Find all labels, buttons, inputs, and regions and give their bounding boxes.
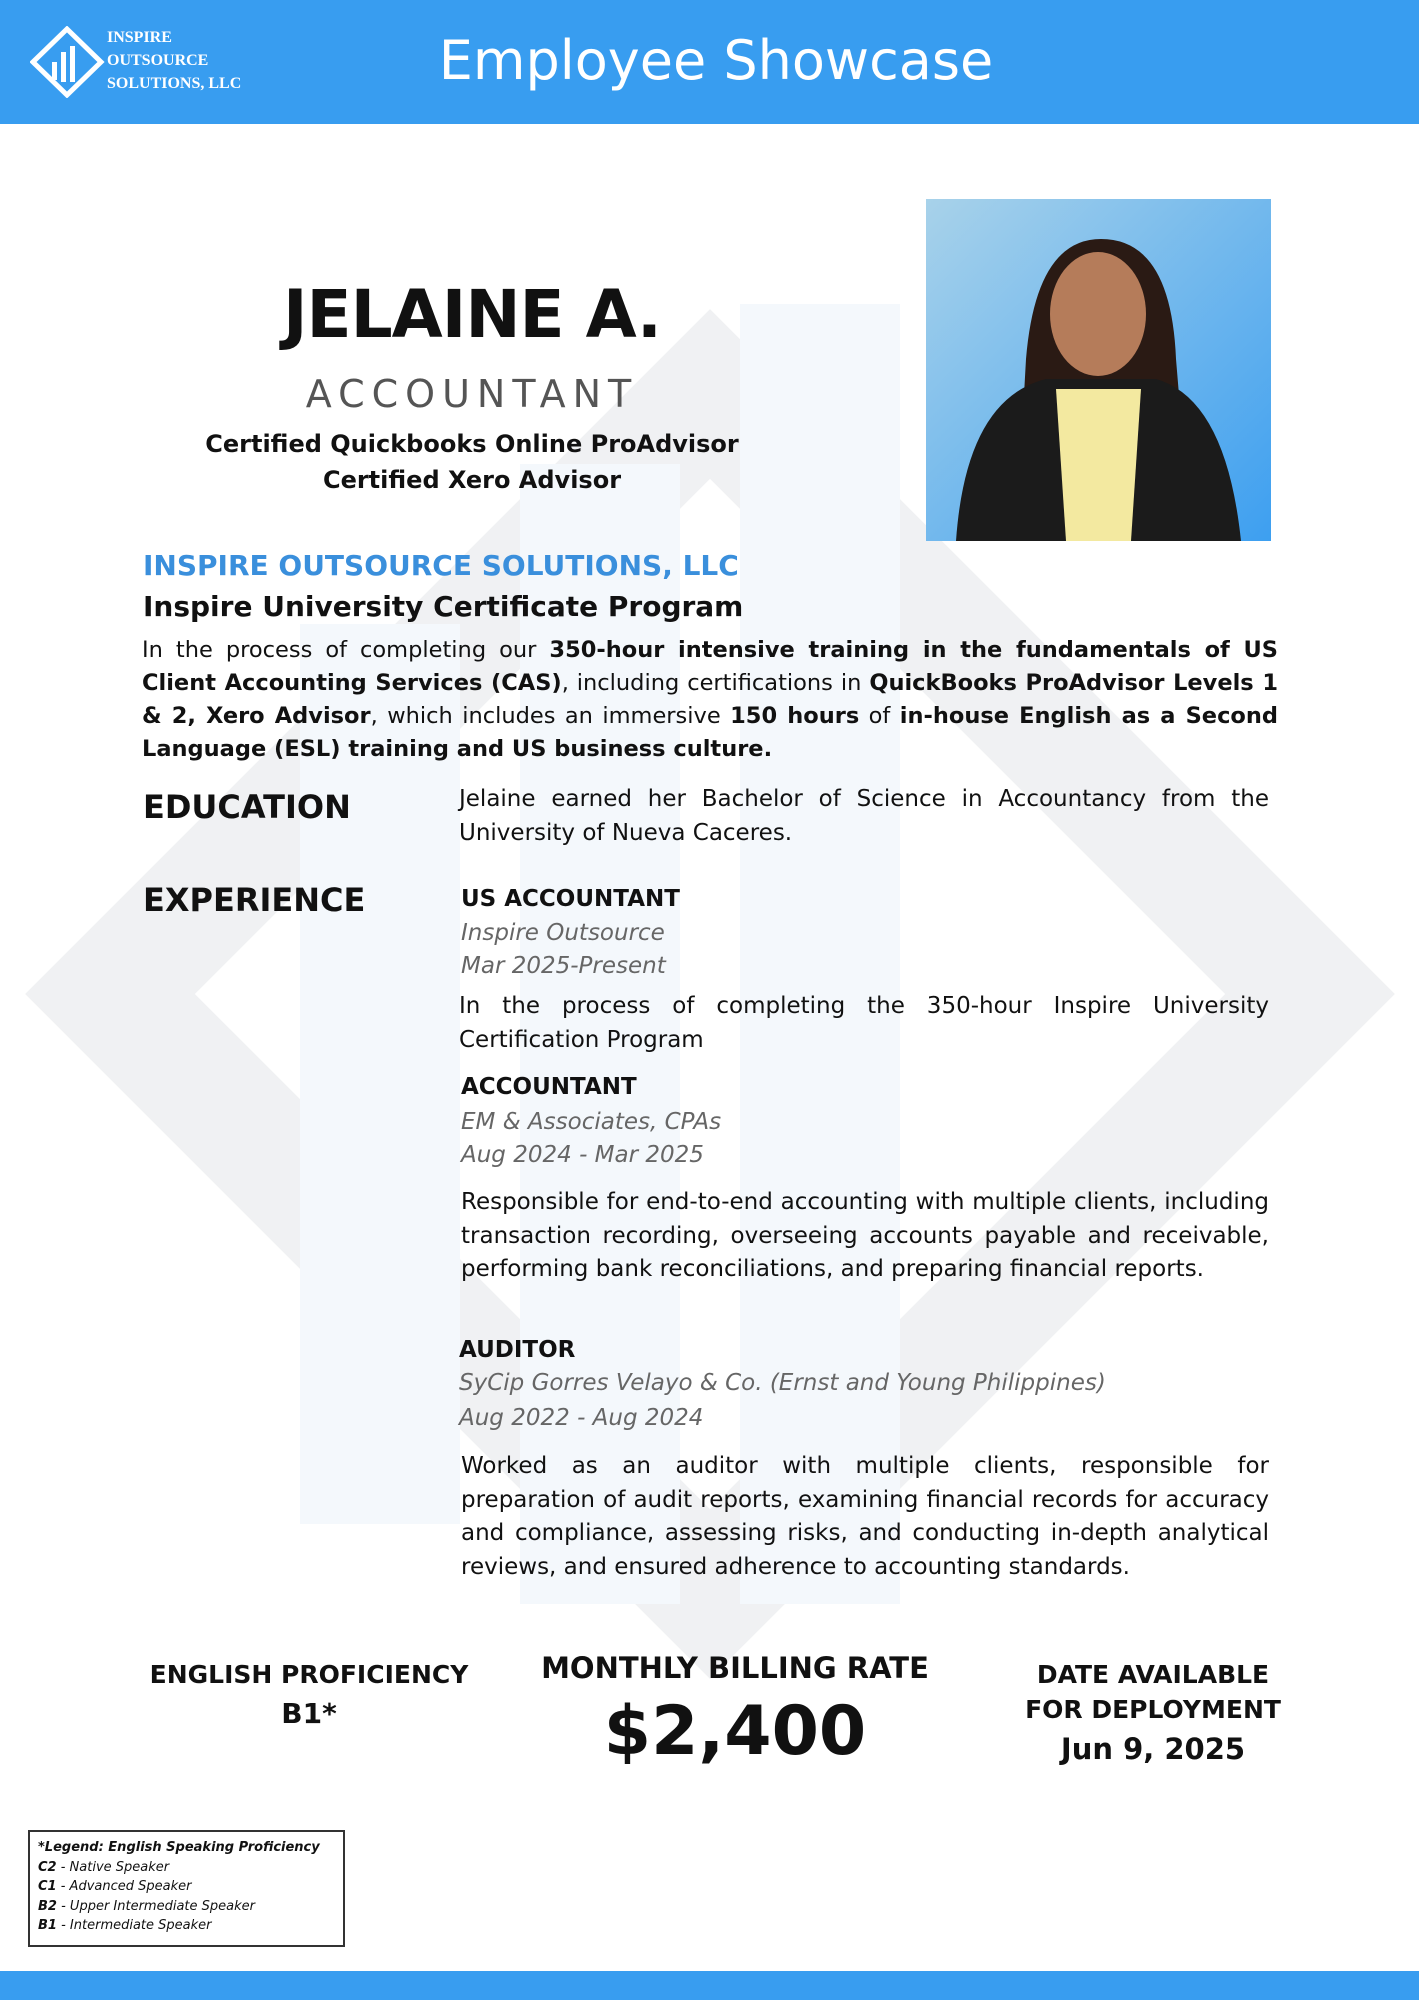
header-bar bbox=[0, 0, 1419, 124]
description-segment: , including certifications in bbox=[561, 670, 870, 696]
availability-label: FOR DEPLOYMENT bbox=[1025, 1695, 1281, 1724]
job-description: Worked as an auditor with multiple clients, responsible for preparation of audit reports, examining financial records for accuracy and compliance, assessing risks, and conducting in-depth analytical reviews, and ensured adherence to accounting standards. bbox=[461, 1453, 1269, 1580]
program-title: Inspire University Certificate Program bbox=[143, 590, 744, 623]
legend-description: - Intermediate Speaker bbox=[56, 1918, 212, 1933]
billing-rate-label: MONTHLY BILLING RATE bbox=[541, 1651, 929, 1685]
legend-item bbox=[38, 1897, 335, 1917]
job-company: EM & Associates, CPAs bbox=[461, 1109, 722, 1135]
legend-level: B1 bbox=[38, 1918, 57, 1933]
legend-description: - Native Speaker bbox=[56, 1859, 170, 1875]
english-proficiency-value: B1* bbox=[281, 1697, 337, 1730]
job-dates: Mar 2025-Present bbox=[461, 953, 666, 979]
billing-rate-value: $2,400 bbox=[603, 1692, 867, 1771]
legend-level: C1 bbox=[38, 1879, 57, 1894]
description-segment: In the process of completing our bbox=[142, 637, 550, 663]
description-segment: in-house English as a Second Language (ESL) training and US business culture. bbox=[142, 703, 1278, 762]
legend-level: B2 bbox=[38, 1898, 57, 1914]
company-name: INSPIRE OUTSOURCE SOLUTIONS, LLC bbox=[143, 549, 739, 582]
description-segment: 350-hour intensive training in the fundamentals of US Client Accounting Services (CAS) bbox=[142, 637, 1278, 696]
education-text: Jelaine earned her Bachelor of Science in Accountancy from the University of Nueva Caceres. bbox=[459, 786, 1269, 846]
job-dates: Aug 2022 - Aug 2024 bbox=[459, 1405, 704, 1431]
program-description bbox=[142, 634, 1278, 766]
employee-name: JELAINE A. bbox=[282, 276, 661, 353]
job-title: ACCOUNTANT bbox=[461, 1074, 637, 1100]
legend-description: - Advanced Speaker bbox=[56, 1879, 192, 1894]
certification: Certified Xero Advisor bbox=[322, 466, 622, 494]
job-description: Responsible for end-to-end accounting with multiple clients, including transaction recording, overseeing accounts payable and receivable, performing bank reconciliations, and preparing financial reports. bbox=[461, 1189, 1269, 1282]
description-segment: , which includes an immersive bbox=[370, 703, 731, 729]
job-title: AUDITOR bbox=[459, 1337, 576, 1363]
logo-text: INSPIRE OUTSOURCE SOLUTIONS, LLC bbox=[107, 29, 242, 92]
experience-heading: EXPERIENCE bbox=[143, 881, 366, 919]
english-proficiency-label: ENGLISH PROFICIENCY bbox=[149, 1660, 469, 1689]
job-description: In the process of completing the 350-hour Inspire University Certification Program bbox=[459, 993, 1269, 1053]
certification: Certified Quickbooks Online ProAdvisor bbox=[205, 430, 739, 458]
legend-level: C2 bbox=[38, 1859, 57, 1875]
legend-description: - Upper Intermediate Speaker bbox=[56, 1898, 255, 1914]
legend-item bbox=[38, 1858, 335, 1878]
job-title: US ACCOUNTANT bbox=[461, 886, 680, 912]
description-segment: 150 hours bbox=[730, 703, 860, 729]
education-heading: EDUCATION bbox=[143, 788, 351, 826]
job-company: SyCip Gorres Velayo & Co. (Ernst and Young Philippines) bbox=[459, 1370, 1106, 1396]
footer-bar bbox=[0, 1971, 1419, 2000]
page-title: Employee Showcase bbox=[438, 29, 994, 92]
employee-role: ACCOUNTANT bbox=[305, 372, 639, 416]
availability-date: Jun 9, 2025 bbox=[1060, 1732, 1246, 1766]
proficiency-legend bbox=[28, 1830, 345, 1947]
job-dates: Aug 2024 - Mar 2025 bbox=[461, 1142, 704, 1168]
legend-title: *Legend: English Speaking Proficiency bbox=[38, 1840, 320, 1855]
availability-label: DATE AVAILABLE bbox=[1036, 1660, 1270, 1689]
description-segment: QuickBooks ProAdvisor Levels 1 & 2, Xero Advisor bbox=[142, 670, 1278, 729]
job-company: Inspire Outsource bbox=[461, 920, 665, 946]
employee-photo bbox=[926, 199, 1271, 541]
legend-item bbox=[38, 1916, 335, 1936]
legend-item bbox=[38, 1877, 335, 1897]
description-segment: of bbox=[859, 703, 900, 729]
